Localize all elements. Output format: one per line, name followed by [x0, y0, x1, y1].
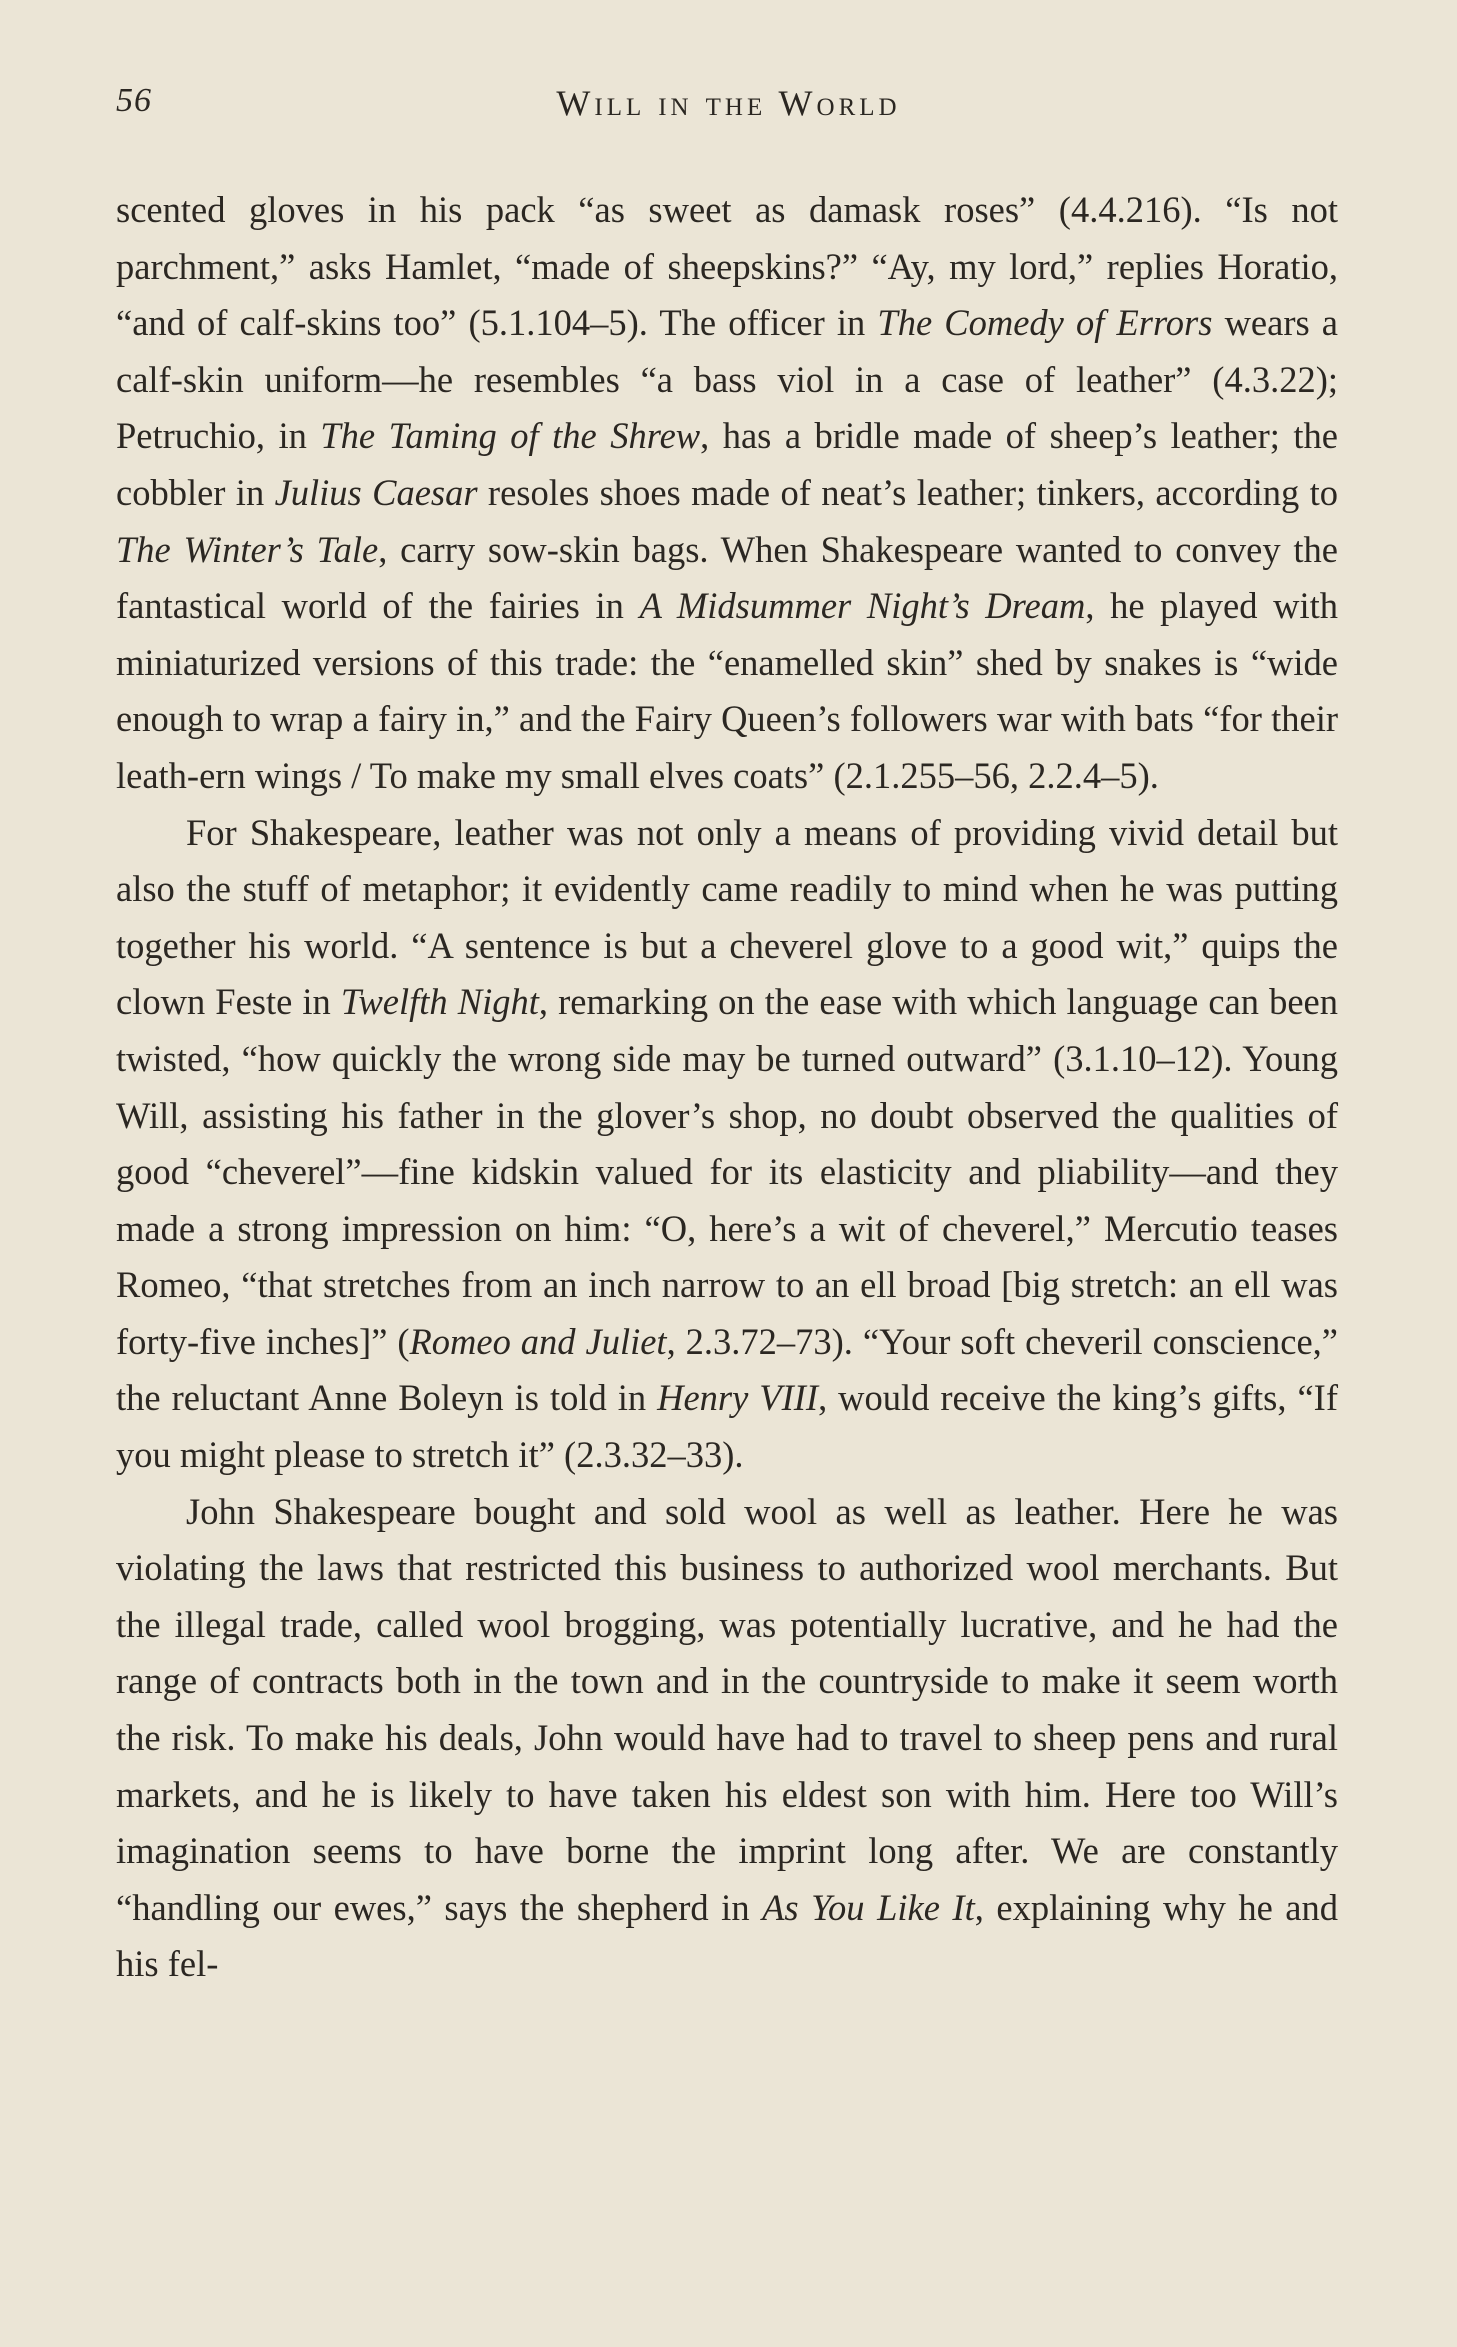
- play-title: The Comedy of Errors: [877, 302, 1213, 344]
- text-run: , would receive the king’s gifts, “If you might please to stretch it” (2.3.32–33).: [116, 1377, 1338, 1476]
- text-run: , remarking on the ease with which language can been twisted, “how quickly the wrong side may be turned outward” (3.1.10–12). Young Will, assisting his father in the glover’s shop, no doubt observed the qualities of good “cheverel”—fine kidskin valued for its elasticity and pliability—and they made a strong impression on him: “O, here’s a wit of cheverel,” Mercutio teases Romeo, “that stretches from an inch narrow to an ell broad [big stretch: an ell was forty-five inches]” (: [116, 981, 1338, 1362]
- running-head: [116, 82, 1341, 132]
- text-run: For Shakespeare, leather was not only a means of providing vivid detail but also the stuff of metaphor; it evidently came readily to mind when he was putting together his world. “A sentence is but a cheverel glove to a good wit,” quips the clown Feste in: [116, 811, 1338, 1023]
- play-title: Julius Caesar: [274, 471, 478, 513]
- play-title: Twelfth Night: [340, 981, 539, 1023]
- play-title: The Winter’s Tale: [116, 528, 379, 570]
- paragraph-2: [116, 805, 1338, 1484]
- paragraph-3: [116, 1484, 1338, 1993]
- body-text: [116, 182, 1338, 1993]
- book-title: Will in the World: [556, 83, 901, 123]
- text-run: resoles shoes made of neat’s leather; tinkers, according to: [477, 471, 1338, 513]
- text-run: John Shakespeare bought and sold wool as well as leather. Here he was violating the laws that restricted this business to authorized wool merchants. But the illegal trade, called wool brogging, was potentially lucrative, and he had the range of contracts both in the town and in the countryside to make it seem worth the risk. To make his deals, John would have had to travel to sheep pens and rural markets, and he is likely to have taken his eldest son with him. Here too Will’s imagination seems to have borne the imprint long after. We are constantly “handling our ewes,” says the shepherd in: [116, 1490, 1338, 1928]
- text-run: scented gloves in his pack “as sweet as damask roses” (4.4.216). “Is not parchment,” asks Hamlet, “made of sheepskins?” “Ay, my lord,” replies Horatio, “and of calf-skins too” (5.1.104–5). The officer in: [116, 189, 1338, 344]
- text-run: , he played with miniaturized versions of this trade: the “enamelled skin” shed by snakes is “wide enough to wrap a fairy in,” and the Fairy Queen’s followers war with bats “for their leath-ern wings / To make my small elves coats” (2.1.255–56, 2.2.4–5).: [116, 585, 1339, 796]
- paragraph-1: [116, 182, 1338, 805]
- play-title: The Taming of the Shrew: [320, 415, 701, 457]
- text-run: wears a calf-skin uniform—he resembles “a bass viol in a case of leather” (4.3.22); Petruchio, in: [116, 302, 1338, 457]
- text-run: , carry sow-skin bags. When Shakespeare wanted to convey the fantastical world of the fairies in: [116, 528, 1338, 627]
- play-title: Henry VIII: [657, 1377, 819, 1419]
- text-run: , 2.3.72–73). “Your soft cheveril conscience,” the reluctant Anne Boleyn is told in: [116, 1320, 1338, 1419]
- text-run: , explaining why he and his fel-: [116, 1886, 1339, 1985]
- text-run: , has a bridle made of sheep’s leather; the cobbler in: [116, 415, 1338, 513]
- page-number: 56: [116, 82, 152, 119]
- play-title: A Midsummer Night’s Dream: [639, 585, 1086, 627]
- play-title: As You Like It: [762, 1886, 975, 1928]
- play-title: Romeo and Juliet: [409, 1320, 667, 1362]
